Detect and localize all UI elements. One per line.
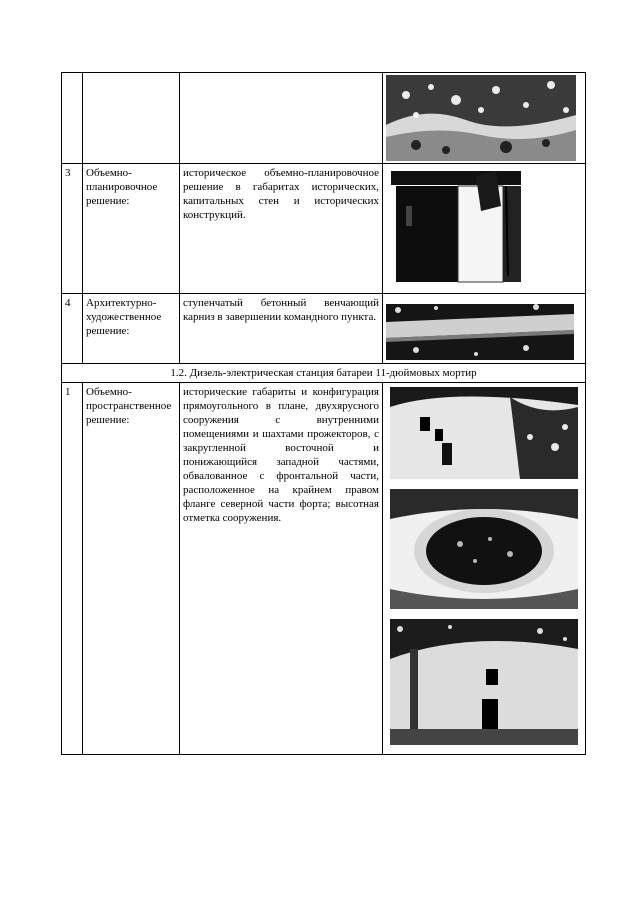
section-row (62, 364, 586, 383)
section-title: 1.2. Дизель-электрическая станция батареи 11-дюймовых мортир (62, 364, 586, 383)
photo-interior-room (386, 166, 582, 284)
photo-station-entrance (390, 619, 578, 745)
photo-searchlight-shaft (390, 489, 578, 609)
row-number (62, 73, 83, 164)
table-row (62, 383, 586, 755)
photo-cell (383, 73, 586, 164)
photo-cell (383, 164, 586, 294)
table-row (62, 294, 586, 364)
photo-station-facade (390, 387, 578, 479)
photo-cell (383, 294, 586, 364)
row-description: исторические габариты и конфигурация прямоугольного в плане, двухярусного сооружения с внутренними помещениями и шахтами прожекторов, с закругленной восточной и понижающийся западной частями, обвалованное с фронтальной части, расположенное на крайнем правом фланге северной части форта; высотная отметка сооружения. (180, 383, 383, 755)
photo-vegetation (386, 75, 582, 161)
row-description (180, 73, 383, 164)
row-label: Объемно-планировочное решение: (83, 164, 180, 294)
row-label (83, 73, 180, 164)
photo-cell (383, 383, 586, 755)
row-description: историческое объемно-планировочное решение в габаритах исторических, капитальных стен и исторических конструкций. (180, 164, 383, 294)
row-description: ступенчатый бетонный венчающий карниз в завершении командного пункта. (180, 294, 383, 364)
row-number: 4 (62, 294, 83, 364)
row-number: 1 (62, 383, 83, 755)
photo-cornice (386, 304, 582, 360)
table-row (62, 73, 586, 164)
row-label: Объемно-пространственное решение: (83, 383, 180, 755)
description-table (61, 72, 586, 755)
row-number: 3 (62, 164, 83, 294)
row-label: Архитектурно-художественное решение: (83, 294, 180, 364)
table-row (62, 164, 586, 294)
